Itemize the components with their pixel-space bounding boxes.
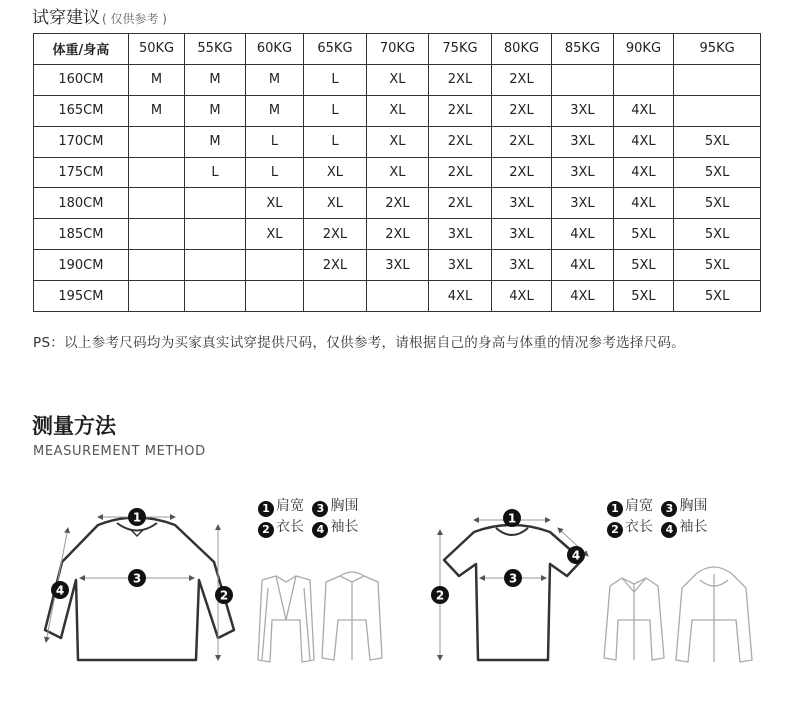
size-cell: 2XL [366, 188, 429, 219]
size-cell: 3XL [429, 250, 492, 281]
weight-header: 80KG [491, 34, 551, 65]
size-cell: M [185, 126, 245, 157]
legend-left [258, 496, 362, 538]
number-4-icon: 4 [312, 522, 328, 538]
size-cell: 3XL [552, 95, 614, 126]
size-cell: XL [366, 157, 429, 188]
table-row [34, 250, 761, 281]
size-cell: 2XL [429, 126, 492, 157]
size-cell: 5XL [674, 157, 761, 188]
legend-label: 肩宽 [276, 498, 304, 514]
size-cell [185, 219, 245, 250]
weight-header: 85KG [552, 34, 614, 65]
number-3-icon: 3 [661, 501, 677, 517]
size-cell: M [185, 64, 245, 95]
hoodie-sketch-icon [676, 567, 752, 662]
shirt-sketch-icon [604, 578, 664, 660]
height-cell: 180CM [34, 188, 129, 219]
size-cell: M [128, 64, 184, 95]
size-cell [128, 126, 184, 157]
size-cell [245, 281, 303, 312]
size-cell: M [128, 95, 184, 126]
svg-text:4: 4 [571, 548, 581, 563]
height-cell: 160CM [34, 64, 129, 95]
size-cell: XL [304, 157, 367, 188]
table-body [34, 64, 761, 311]
size-cell: 3XL [429, 219, 492, 250]
height-cell: 195CM [34, 281, 129, 312]
number-1-icon [128, 508, 146, 526]
size-table [33, 33, 761, 312]
size-cell [185, 281, 245, 312]
height-cell: 175CM [34, 157, 129, 188]
size-cell: 3XL [491, 250, 551, 281]
size-cell: 2XL [491, 64, 551, 95]
number-4-icon [567, 546, 585, 564]
table-row [34, 64, 761, 95]
size-cell: 5XL [613, 219, 673, 250]
weight-header: 95KG [674, 34, 761, 65]
size-cell [185, 188, 245, 219]
size-cell: 4XL [613, 157, 673, 188]
height-cell: 190CM [34, 250, 129, 281]
weight-header: 55KG [185, 34, 245, 65]
size-cell [128, 188, 184, 219]
svg-text:4: 4 [55, 583, 65, 598]
size-cell: L [185, 157, 245, 188]
size-cell: 4XL [552, 281, 614, 312]
section-title: 测量方法 [32, 414, 116, 438]
legend-label: 胸围 [330, 498, 359, 514]
table-row [34, 219, 761, 250]
legend-label: 袖长 [679, 519, 708, 535]
size-cell: 2XL [304, 219, 367, 250]
size-cell: 2XL [429, 157, 492, 188]
size-cell: XL [304, 188, 367, 219]
page-title [32, 3, 167, 28]
size-cell: L [304, 64, 367, 95]
size-cell: 3XL [552, 126, 614, 157]
size-cell: XL [366, 64, 429, 95]
corner-header: 体重/身高 [34, 34, 129, 65]
weight-header: 75KG [429, 34, 492, 65]
size-cell: 2XL [491, 126, 551, 157]
legend-label: 衣长 [276, 519, 304, 535]
size-cell: 2XL [304, 250, 367, 281]
size-cell: 2XL [429, 188, 492, 219]
size-cell: M [245, 64, 303, 95]
number-2-icon: 2 [258, 522, 274, 538]
zip-jacket-sketch-icon [322, 572, 382, 660]
size-cell [185, 250, 245, 281]
number-4-icon [51, 581, 69, 599]
number-2-icon: 2 [607, 522, 623, 538]
weight-header: 65KG [304, 34, 367, 65]
size-cell [128, 157, 184, 188]
size-cell: XL [366, 95, 429, 126]
size-cell: 4XL [552, 250, 614, 281]
legend-label: 胸围 [679, 498, 708, 514]
table-row [34, 157, 761, 188]
size-cell: XL [245, 188, 303, 219]
size-cell: 4XL [429, 281, 492, 312]
size-cell: L [245, 157, 303, 188]
size-cell: 5XL [674, 250, 761, 281]
legend-label: 衣长 [625, 519, 653, 535]
size-cell [674, 95, 761, 126]
size-cell: 5XL [674, 219, 761, 250]
size-cell: 2XL [366, 219, 429, 250]
size-cell: 3XL [366, 250, 429, 281]
number-1-icon: 1 [258, 501, 274, 517]
size-cell: 4XL [613, 95, 673, 126]
size-cell [674, 64, 761, 95]
number-3-icon [504, 569, 522, 587]
size-cell: 2XL [491, 95, 551, 126]
size-cell: XL [366, 126, 429, 157]
size-cell: 3XL [491, 188, 551, 219]
legend-label: 袖长 [330, 519, 359, 535]
title-text: 试穿建议 [32, 8, 100, 28]
size-cell: 3XL [552, 157, 614, 188]
size-cell: 4XL [613, 188, 673, 219]
table-row [34, 95, 761, 126]
weight-header: 50KG [128, 34, 184, 65]
blazer-sketch-icon [258, 576, 314, 662]
note-text: PS：以上参考尺码均为买家真实试穿提供尺码，仅供参考，请根据自己的身高与体重的情况参考选择尺码。 [33, 335, 686, 351]
number-3-icon: 3 [312, 501, 328, 517]
size-cell [552, 64, 614, 95]
number-1-icon [503, 509, 521, 527]
number-2-icon [431, 586, 449, 604]
size-cell [613, 64, 673, 95]
legend-right [607, 496, 711, 538]
size-cell [128, 219, 184, 250]
size-cell: 3XL [552, 188, 614, 219]
svg-text:3: 3 [508, 571, 518, 586]
number-3-icon [128, 569, 146, 587]
size-cell [128, 281, 184, 312]
title-subtitle: ( 仅供参考 ) [102, 12, 167, 26]
number-2-icon [215, 586, 233, 604]
size-cell: 5XL [613, 281, 673, 312]
svg-text:2: 2 [219, 588, 229, 603]
size-cell: 4XL [491, 281, 551, 312]
height-cell: 170CM [34, 126, 129, 157]
size-cell: 2XL [429, 64, 492, 95]
section-subtitle: MEASUREMENT METHOD [33, 444, 206, 459]
number-1-icon: 1 [607, 501, 623, 517]
weight-header: 70KG [366, 34, 429, 65]
table-header-row [34, 34, 761, 65]
svg-text:2: 2 [435, 588, 445, 603]
size-cell: XL [245, 219, 303, 250]
size-cell: 2XL [429, 95, 492, 126]
height-cell: 165CM [34, 95, 129, 126]
size-cell: 3XL [491, 219, 551, 250]
size-cell: 5XL [674, 281, 761, 312]
svg-text:1: 1 [507, 511, 517, 526]
size-cell: 4XL [613, 126, 673, 157]
height-cell: 185CM [34, 219, 129, 250]
size-cell: L [245, 126, 303, 157]
legend-label: 肩宽 [625, 498, 653, 514]
sweater-outline [45, 518, 234, 661]
size-cell [128, 250, 184, 281]
size-cell: M [185, 95, 245, 126]
number-4-icon: 4 [661, 522, 677, 538]
weight-header: 60KG [245, 34, 303, 65]
size-cell [366, 281, 429, 312]
size-cell: M [245, 95, 303, 126]
size-cell: 5XL [613, 250, 673, 281]
size-cell: L [304, 95, 367, 126]
svg-text:1: 1 [132, 510, 142, 525]
svg-text:3: 3 [132, 571, 142, 586]
size-cell: 2XL [491, 157, 551, 188]
size-cell [304, 281, 367, 312]
size-cell: L [304, 126, 367, 157]
size-cell: 5XL [674, 126, 761, 157]
table-row [34, 281, 761, 312]
size-cell [245, 250, 303, 281]
table-row [34, 126, 761, 157]
tshirt-diagram [431, 509, 588, 660]
tshirt-outline [444, 525, 582, 660]
size-cell: 4XL [552, 219, 614, 250]
size-cell: 5XL [674, 188, 761, 219]
table-row [34, 188, 761, 219]
sweater-diagram [45, 508, 234, 660]
tshirt-neckline [496, 528, 528, 535]
weight-header: 90KG [613, 34, 673, 65]
